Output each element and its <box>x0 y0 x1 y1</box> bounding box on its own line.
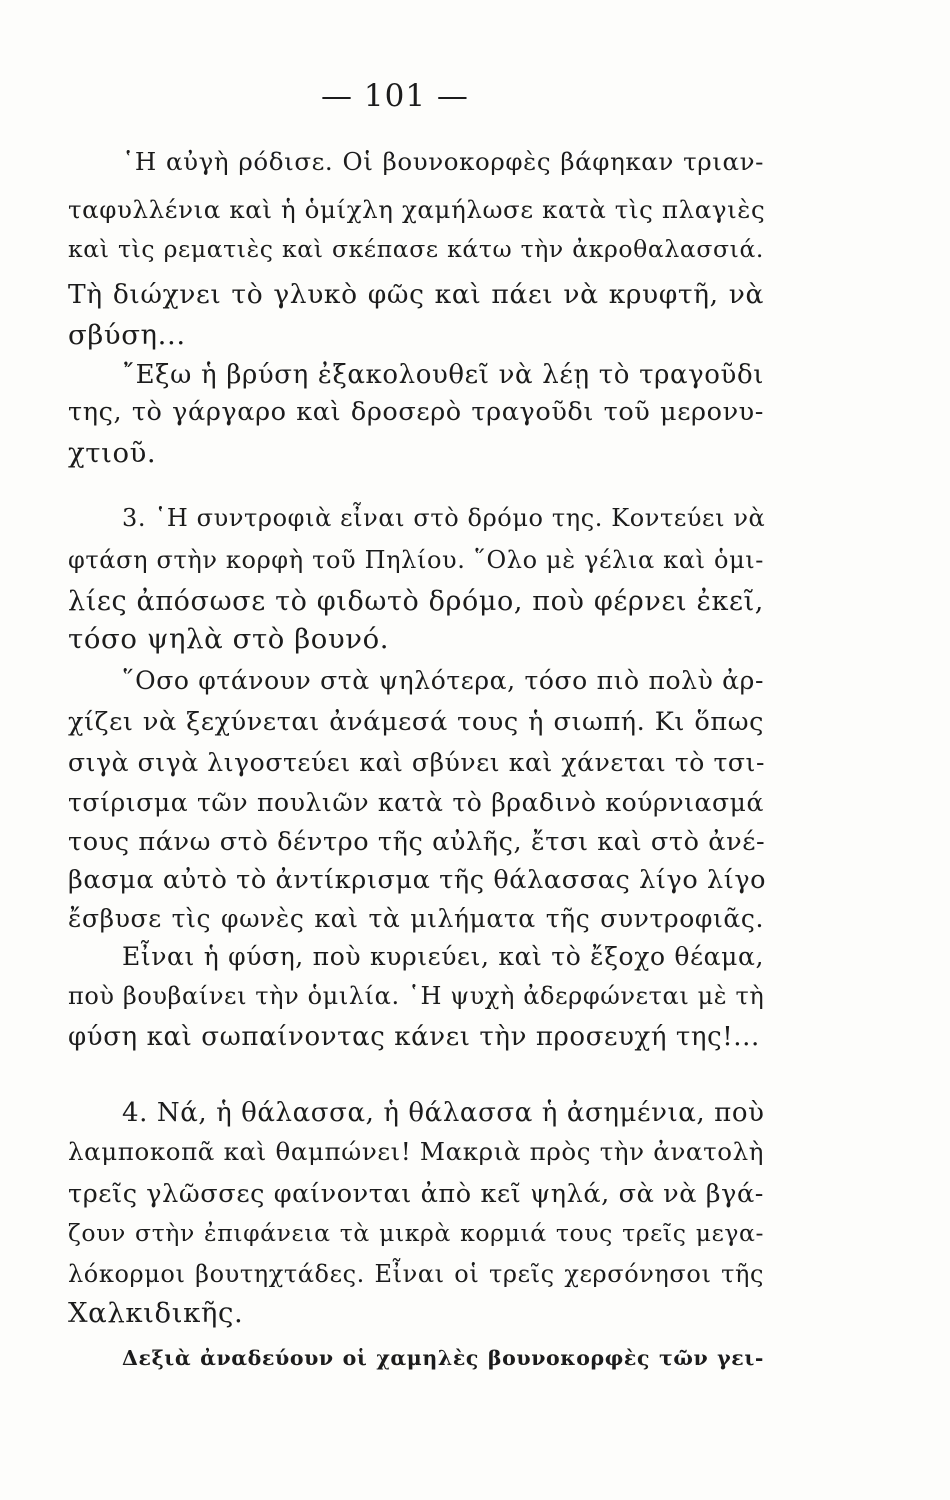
text-line: Τὴ διώχνει τὸ γλυκὸ φῶς καὶ πάει νὰ κρυφτῆ, νὰ <box>68 279 764 310</box>
text-line: Χαλκιδικῆς. <box>68 1297 244 1329</box>
text-line: καὶ τὶς ρεματιὲς καὶ σκέπασε κάτω τὴν ἀκροθαλασσιά. <box>68 235 764 263</box>
page-number: — 101 — <box>321 78 469 114</box>
text-line: Δεξιὰ ἀναδεύουν οἱ χαμηλὲς βουνοκορφὲς τῶν γει- <box>122 1346 764 1370</box>
text-line: ποὺ βουβαίνει τὴν ὁμιλία. ῾Η ψυχὴ ἀδερφώνεται μὲ τὴ <box>68 982 765 1010</box>
text-line: φτάση στὴν κορφὴ τοῦ Πηλίου. ῞Ολο μὲ γέλια καὶ ὁμι- <box>68 546 764 574</box>
text-line: ῎Εξω ἡ βρύση ἐξακολουθεῖ νὰ λέῃ τὸ τραγοῦδι <box>122 360 764 390</box>
text-line: βασμα αὐτὸ τὸ ἀντίκρισμα τῆς θάλασσας λίγο λίγο <box>68 865 767 895</box>
text-line: 4. Νά, ἡ θάλασσα, ἡ θάλασσα ἡ ἀσημένια, ποὺ <box>122 1098 765 1128</box>
text-line: λίες ἀπόσωσε τὸ φιδωτὸ δρόμο, ποὺ φέρνει ἐκεῖ, <box>68 586 764 617</box>
text-line: λαμποκοπᾶ καὶ θαμπώνει! Μακριὰ πρὸς τὴν ἀνατολὴ <box>68 1137 764 1166</box>
text-line: ῾Η αὐγὴ ρόδισε. Οἱ βουνοκορφὲς βάφηκαν τριαν- <box>122 147 764 176</box>
text-line: ζουν στὴν ἐπιφάνεια τὰ μικρὰ κορμιά τους τρεῖς μεγα- <box>68 1219 764 1247</box>
text-line: της, τὸ γάργαρο καὶ δροσερὸ τραγοῦδι τοῦ μερονυ- <box>68 397 764 427</box>
text-line: Εἶναι ἡ φύση, ποὺ κυριεύει, καὶ τὸ ἔξοχο θέαμα, <box>122 942 764 971</box>
text-line: λόκορμοι βουτηχτάδες. Εἶναι οἱ τρεῖς χερσόνησοι τῆς <box>68 1260 764 1288</box>
text-line: τους πάνω στὸ δέντρο τῆς αὐλῆς, ἔτσι καὶ στὸ ἀνέ- <box>68 827 766 857</box>
text-line: χίζει νὰ ξεχύνεται ἀνάμεσά τους ἡ σιωπή. Κι ὅπως <box>68 707 764 737</box>
text-line: ἔσβυσε τὶς φωνὲς καὶ τὰ μιλήματα τῆς συντροφιᾶς. <box>68 904 764 933</box>
text-line: φύση καὶ σωπαίνοντας κάνει τὴν προσευχή της!... <box>68 1022 760 1052</box>
text-line: τσίρισμα τῶν πουλιῶν κατὰ τὸ βραδινὸ κούρνιασμά <box>68 788 764 817</box>
text-line: τόσο ψηλὰ στὸ βουνό. <box>68 623 390 655</box>
text-line: 3. ῾Η συντροφιὰ εἶναι στὸ δρόμο της. Κοντεύει νὰ <box>122 504 766 532</box>
text-line: σβύση... <box>68 319 186 351</box>
text-line: τρεῖς γλῶσσες φαίνονται ἀπὸ κεῖ ψηλά, σὰ νὰ βγά- <box>68 1179 764 1209</box>
text-line: χτιοῦ. <box>68 437 157 469</box>
text-line: ταφυλλένια καὶ ἡ ὁμίχλη χαμήλωσε κατὰ τὶς πλαγιὲς <box>68 195 766 224</box>
text-line: σιγὰ σιγὰ λιγοστεύει καὶ σβύνει καὶ χάνεται τὸ τσι- <box>68 748 766 777</box>
text-line: ῞Οσο φτάνουν στὰ ψηλότερα, τόσο πιὸ πολὺ ἀρ- <box>122 666 764 695</box>
